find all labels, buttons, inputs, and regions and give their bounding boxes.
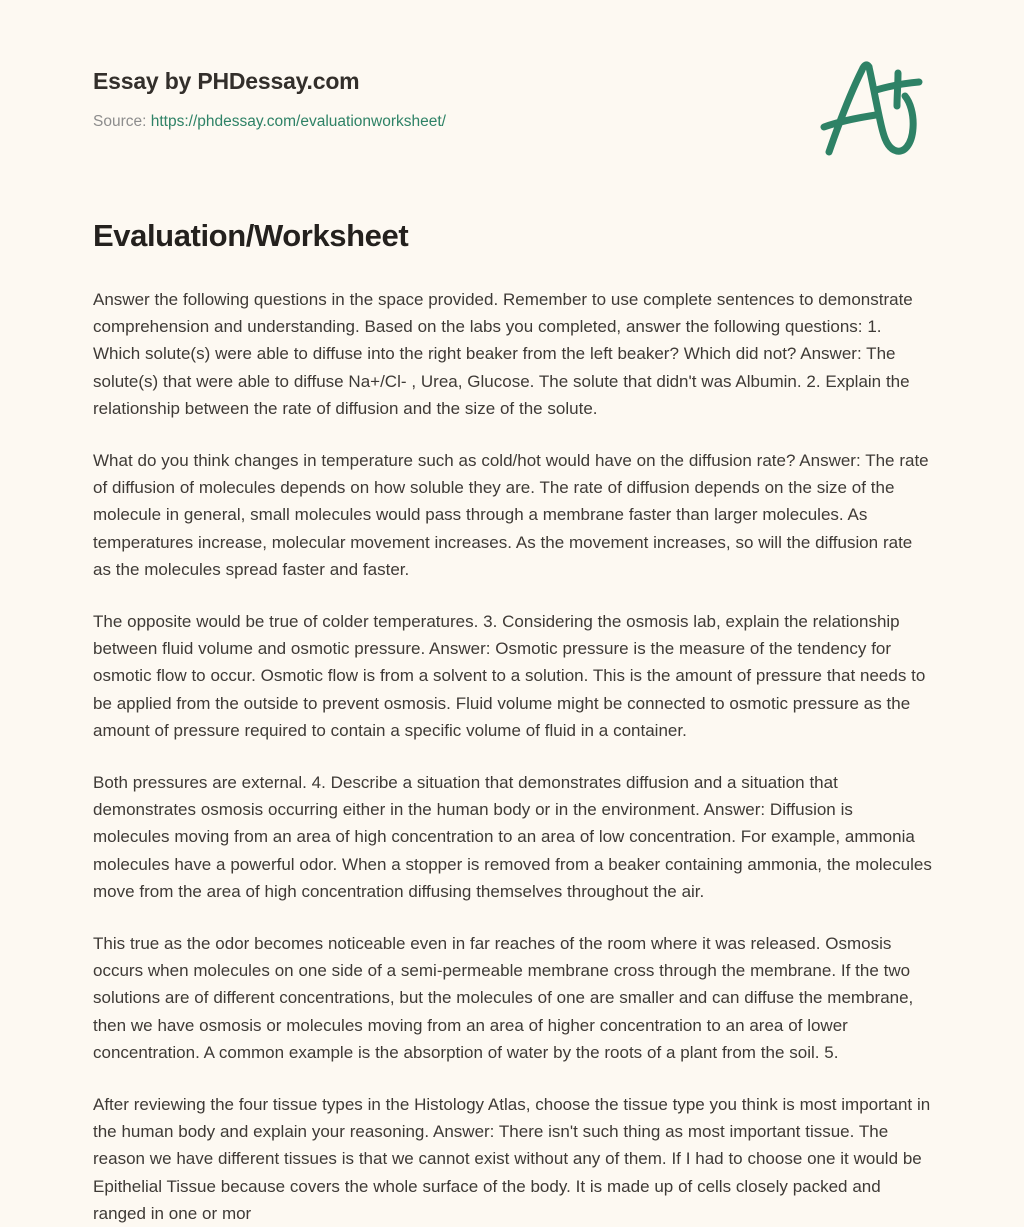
source-url-link[interactable]: https://phdessay.com/evaluationworksheet/: [150, 112, 446, 130]
source-line: [93, 112, 713, 132]
paragraph: After reviewing the four tissue types in the Histology Atlas, choose the tissue type you think is most important in the human body and explain your reasoning. Answer: There isn't such thing as most important tissue. The reason we have different tissues is that we cannot exist without any of them. If I had to choose one it would be Epithelial Tissue because covers the whole surface of the body. It is made up of cells closely packed and ranged in one or mor: [93, 1095, 931, 1223]
paragraph: What do you think changes in temperature such as cold/hot would have on the diffusion rate? Answer: The rate of diffusion of molecules depends on how soluble they are. The rate of diffusion depends on the size of the molecule in general, small molecules would pass through a membrane faster than larger molecules. As temperatures increase, molecular movement increases. As the movement increases, so will the diffusion rate as the molecules spread faster and faster.: [93, 451, 929, 579]
paragraph: Both pressures are external. 4. Describe a situation that demonstrates diffusion and a situation that demonstrates osmosis occurring either in the human body or in the environment. Answer: Diffusion is molecules moving from an area of high concentration to an area of low concentration. For example, ammonia molecules have a powerful odor. When a stopper is removed from a beaker containing ammonia, the molecules move from the area of high concentration diffusing themselves throughout the air.: [93, 773, 932, 901]
paragraph: This true as the odor becomes noticeable even in far reaches of the room where it was released. Osmosis occurs when molecules on one side of a semi-permeable membrane cross through the membrane. If the two solutions are of different concentrations, but the molecules of one are smaller and can diffuse the membrane, then we have osmosis or molecules moving from an area of higher concentration to an area of lower concentration. A common example is the absorption of water by the roots of a plant from the soil. 5.: [93, 934, 914, 1062]
paragraph: The opposite would be true of colder temperatures. 3. Considering the osmosis lab, explain the relationship between fluid volume and osmotic pressure. Answer: Osmotic pressure is the measure of the tendency for osmotic flow to occur. Osmotic flow is from a solvent to a solution. This is the amount of pressure that needs to be applied from the outside to prevent osmosis. Fluid volume might be connected to osmotic pressure as the amount of pressure required to contain a specific volume of fluid in a container.: [93, 612, 926, 740]
page-title: Evaluation/Worksheet: [93, 218, 409, 253]
document-body: [93, 286, 933, 1227]
paragraph: Answer the following questions in the space provided. Remember to use complete sentences to demonstrate comprehension and understanding. Based on the labs you completed, answer the following questions: 1. Which solute(s) were able to diffuse into the right beaker from the left beaker? Which did not? Answer: The solute(s) that were able to diffuse Na+/Cl- , Urea, Glucose. The solute that didn't was Albumin. 2. Explain the relationship between the rate of diffusion and the size of the solute.: [93, 290, 913, 418]
page-header: [0, 0, 1024, 190]
a-plus-logo-svg: [812, 52, 930, 164]
brand-title: Essay by PHDessay.com: [93, 68, 360, 94]
a-plus-logo-icon: [812, 52, 930, 164]
source-label: Source:: [93, 112, 147, 130]
brand-block: [93, 68, 713, 132]
